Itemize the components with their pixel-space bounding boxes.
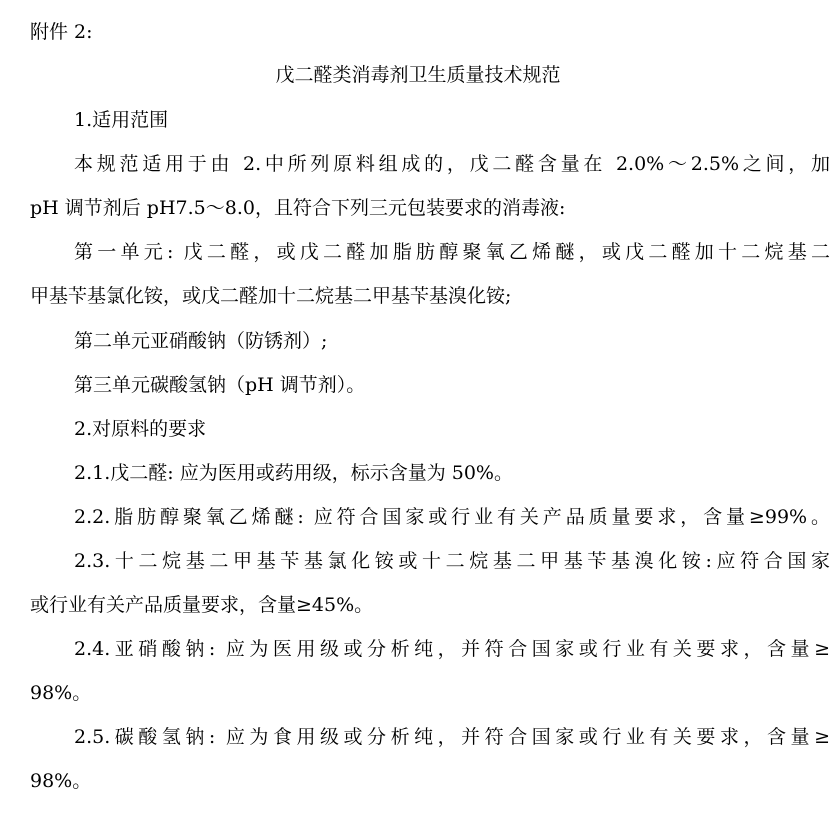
section-1-heading: 1.适用范围 [74,109,169,131]
item-2-4-line-2: 98%。 [30,682,92,704]
unit-1-line-2: 甲基苄基氯化铵，或戊二醛加十二烷基二甲基苄基溴化铵; [30,285,512,307]
item-2-1: 2.1.戊二醛: 应为医用或药用级，标示含量为 50%。 [74,462,513,484]
section-2-heading: 2.对原料的要求 [74,418,207,440]
item-2-5-line-2: 98%。 [30,770,92,792]
item-2-4-line-1: 2.4.亚硝酸钠: 应为医用级或分析纯，并符合国家或行业有关要求，含量≥ [74,638,830,660]
unit-1-line-1: 第一单元: 戊二醛，或戊二醛加脂肪醇聚氧乙烯醚，或戊二醛加十二烷基二 [74,241,830,263]
attachment-label: 附件 2: [30,21,93,43]
document-title: 戊二醛类消毒剂卫生质量技术规范 [275,64,561,86]
unit-3: 第三单元碳酸氢钠（pH 调节剂）。 [74,374,366,396]
item-2-2: 2.2.脂肪醇聚氧乙烯醚: 应符合国家或行业有关产品质量要求，含量≥99%。 [74,506,830,528]
item-2-3-line-2: 或行业有关产品质量要求，含量≥45%。 [30,594,374,616]
item-2-5-line-1: 2.5.碳酸氢钠: 应为食用级或分析纯，并符合国家或行业有关要求，含量≥ [74,726,830,748]
unit-2: 第二单元亚硝酸钠（防锈剂）; [74,330,328,352]
scope-paragraph-line-1: 本规范适用于由 2.中所列原料组成的，戊二醛含量在 2.0%～2.5%之间，加 [74,153,830,175]
item-2-3-line-1: 2.3.十二烷基二甲基苄基氯化铵或十二烷基二甲基苄基溴化铵:应符合国家 [74,550,830,572]
scope-paragraph-line-2: pH 调节剂后 pH7.5～8.0，且符合下列三元包装要求的消毒液: [30,197,566,219]
